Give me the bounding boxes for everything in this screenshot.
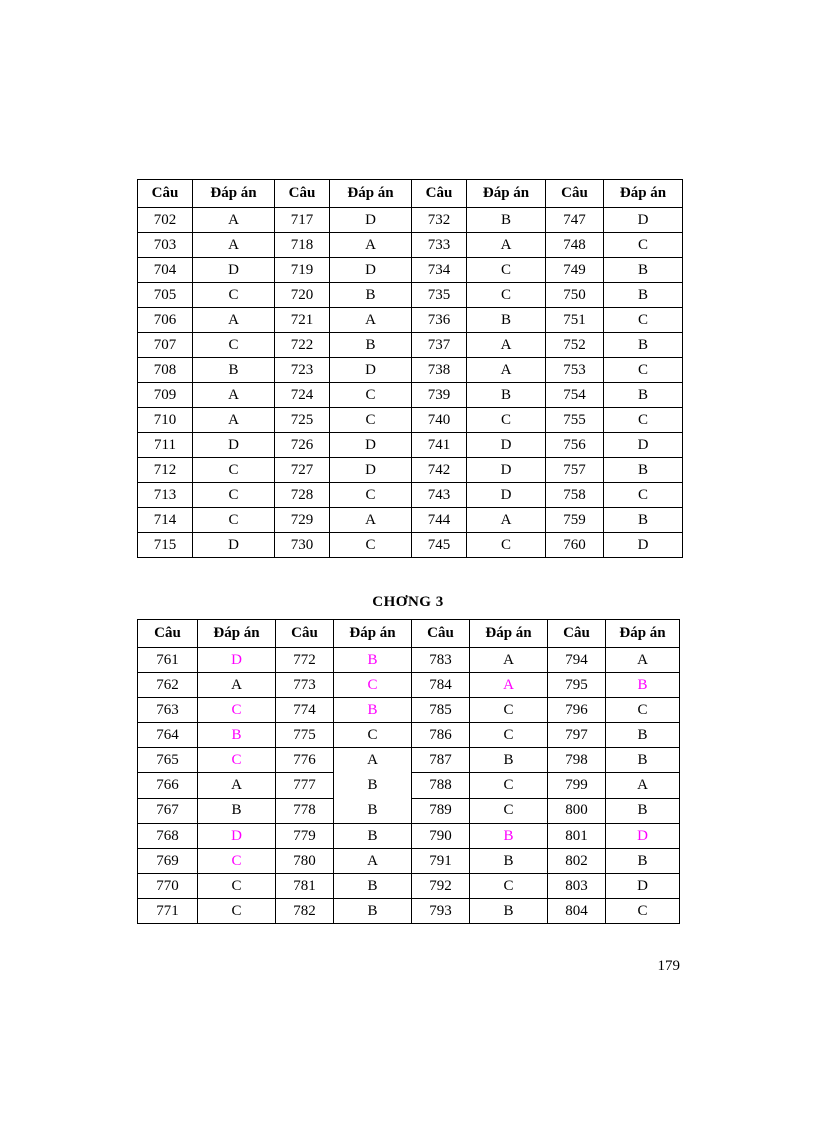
question-number: 745 [412, 533, 467, 558]
answer-cell: B [604, 283, 683, 308]
column-header: Đáp án [334, 620, 412, 648]
answer-cell: C [470, 874, 548, 899]
question-number: 708 [138, 358, 193, 383]
question-number: 792 [412, 874, 470, 899]
answer-cell: B [606, 673, 680, 698]
answer-cell: C [604, 308, 683, 333]
question-number: 714 [138, 508, 193, 533]
column-header: Câu [412, 180, 467, 208]
answer-cell: C [604, 358, 683, 383]
answer-cell: C [330, 408, 412, 433]
question-number: 710 [138, 408, 193, 433]
question-number: 781 [276, 874, 334, 899]
answer-cell: B [604, 508, 683, 533]
table-row [138, 899, 680, 924]
question-number: 739 [412, 383, 467, 408]
answer-cell: D [606, 824, 680, 849]
question-number: 795 [548, 673, 606, 698]
question-number: 782 [276, 899, 334, 924]
answer-cell: C [193, 333, 275, 358]
answer-cell: A [470, 673, 548, 698]
answer-cell: D [193, 258, 275, 283]
question-number: 703 [138, 233, 193, 258]
question-number: 709 [138, 383, 193, 408]
question-number: 725 [275, 408, 330, 433]
question-number: 764 [138, 723, 198, 748]
question-number: 776 [276, 748, 334, 773]
question-number: 785 [412, 698, 470, 723]
question-number: 788 [412, 773, 470, 798]
question-number: 767 [138, 798, 198, 823]
column-header: Đáp án [193, 180, 275, 208]
answer-cell: D [330, 258, 412, 283]
answer-cell: D [330, 433, 412, 458]
question-number: 741 [412, 433, 467, 458]
question-number: 790 [412, 824, 470, 849]
table-row [138, 358, 683, 383]
answer-cell: C [193, 283, 275, 308]
column-header: Câu [546, 180, 604, 208]
column-header: Đáp án [198, 620, 276, 648]
question-number: 804 [548, 899, 606, 924]
answer-cell: B [330, 333, 412, 358]
table-row [138, 333, 683, 358]
answer-cell: C [604, 233, 683, 258]
table-row [138, 648, 680, 673]
question-number: 742 [412, 458, 467, 483]
question-number: 783 [412, 648, 470, 673]
question-number: 787 [412, 748, 470, 773]
question-number: 733 [412, 233, 467, 258]
question-number: 720 [275, 283, 330, 308]
question-number: 801 [548, 824, 606, 849]
table-row [138, 824, 680, 849]
answer-cell: B [198, 723, 276, 748]
answer-cell: B [467, 208, 546, 233]
table-row [138, 283, 683, 308]
answer-cell: C [198, 849, 276, 874]
answer-cell: A [193, 233, 275, 258]
question-number: 762 [138, 673, 198, 698]
table-row [138, 874, 680, 899]
question-number: 802 [548, 849, 606, 874]
question-number: 744 [412, 508, 467, 533]
answer-cell: B [606, 748, 680, 773]
answer-cell: A [330, 308, 412, 333]
table-row [138, 723, 680, 748]
answer-cell: B [606, 723, 680, 748]
question-number: 768 [138, 824, 198, 849]
answer-cell: A [330, 508, 412, 533]
question-number: 773 [276, 673, 334, 698]
answer-cell: D [604, 433, 683, 458]
question-number: 779 [276, 824, 334, 849]
question-number: 752 [546, 333, 604, 358]
answer-cell: A [330, 233, 412, 258]
question-number: 727 [275, 458, 330, 483]
answer-cell: C [604, 483, 683, 508]
question-number: 769 [138, 849, 198, 874]
question-number: 729 [275, 508, 330, 533]
answer-cell: D [198, 648, 276, 673]
question-number: 759 [546, 508, 604, 533]
answer-cell: C [470, 773, 548, 798]
answer-cell: B [334, 648, 412, 673]
answer-cell: A [198, 773, 276, 798]
answer-cell: D [604, 533, 683, 558]
question-number: 740 [412, 408, 467, 433]
question-number: 749 [546, 258, 604, 283]
question-number: 707 [138, 333, 193, 358]
question-number: 730 [275, 533, 330, 558]
question-number: 712 [138, 458, 193, 483]
answer-cell: B [470, 899, 548, 924]
table-row [138, 408, 683, 433]
table-row [138, 673, 680, 698]
answer-cell: D [467, 433, 546, 458]
answer-cell: C [467, 258, 546, 283]
column-header: Đáp án [604, 180, 683, 208]
answer-cell: B [334, 874, 412, 899]
chapter-heading: CHƠNG 3 [372, 594, 444, 610]
question-number: 719 [275, 258, 330, 283]
question-number: 778 [276, 798, 334, 823]
question-number: 794 [548, 648, 606, 673]
answer-cell: A [606, 648, 680, 673]
answer-cell: C [330, 533, 412, 558]
column-header: Câu [412, 620, 470, 648]
answer-table-1 [137, 179, 683, 558]
question-number: 775 [276, 723, 334, 748]
page-number: 179 [657, 958, 680, 974]
question-number: 713 [138, 483, 193, 508]
answer-cell: B [470, 748, 548, 773]
table-row [138, 458, 683, 483]
question-number: 704 [138, 258, 193, 283]
answer-cell: A [193, 408, 275, 433]
answer-cell: D [604, 208, 683, 233]
question-number: 751 [546, 308, 604, 333]
question-number: 758 [546, 483, 604, 508]
answer-cell: B [604, 258, 683, 283]
question-number: 771 [138, 899, 198, 924]
question-number: 736 [412, 308, 467, 333]
answer-cell: A [467, 358, 546, 383]
answer-cell: B [470, 849, 548, 874]
answer-cell: C [334, 723, 412, 748]
answer-cell: D [606, 874, 680, 899]
column-header: Câu [275, 180, 330, 208]
table-row [138, 208, 683, 233]
answer-cell: A [467, 233, 546, 258]
answer-cell: A [193, 383, 275, 408]
question-number: 702 [138, 208, 193, 233]
question-number: 754 [546, 383, 604, 408]
answer-cell: C [470, 698, 548, 723]
answer-cell: C [606, 899, 680, 924]
answer-cell: A [193, 308, 275, 333]
question-number: 728 [275, 483, 330, 508]
table-row [138, 508, 683, 533]
table-row [138, 308, 683, 333]
question-number: 780 [276, 849, 334, 874]
answer-cell: D [193, 533, 275, 558]
question-number: 718 [275, 233, 330, 258]
question-number: 747 [546, 208, 604, 233]
question-number: 798 [548, 748, 606, 773]
answer-cell: A [193, 208, 275, 233]
answer-cell: C [467, 408, 546, 433]
question-number: 757 [546, 458, 604, 483]
question-number: 726 [275, 433, 330, 458]
answer-cell: C [193, 483, 275, 508]
question-number: 743 [412, 483, 467, 508]
question-number: 753 [546, 358, 604, 383]
column-header: Câu [138, 180, 193, 208]
question-number: 774 [276, 698, 334, 723]
answer-cell: B [604, 458, 683, 483]
question-number: 723 [275, 358, 330, 383]
table-row [138, 849, 680, 874]
question-number: 734 [412, 258, 467, 283]
answer-cell: C [198, 698, 276, 723]
answer-cell: D [330, 358, 412, 383]
answer-cell: B [604, 383, 683, 408]
question-number: 803 [548, 874, 606, 899]
answer-cell: C [198, 899, 276, 924]
column-header: Đáp án [330, 180, 412, 208]
column-header: Đáp án [467, 180, 546, 208]
question-number: 786 [412, 723, 470, 748]
answer-cell: C [467, 283, 546, 308]
table-row [138, 258, 683, 283]
question-number: 797 [548, 723, 606, 748]
answer-cell: B [193, 358, 275, 383]
answer-cell: B [198, 798, 276, 823]
question-number: 772 [276, 648, 334, 673]
answer-cell: A [467, 508, 546, 533]
question-number: 724 [275, 383, 330, 408]
question-number: 777 [276, 773, 334, 798]
question-number: 784 [412, 673, 470, 698]
answer-cell: B [606, 798, 680, 823]
answer-cell: D [330, 458, 412, 483]
answer-cell [334, 748, 412, 824]
answer-cell: D [330, 208, 412, 233]
question-number: 765 [138, 748, 198, 773]
question-number: 796 [548, 698, 606, 723]
question-number: 732 [412, 208, 467, 233]
answer-cell: C [193, 458, 275, 483]
column-header: Câu [548, 620, 606, 648]
answer-cell: C [198, 874, 276, 899]
question-number: 789 [412, 798, 470, 823]
question-number: 715 [138, 533, 193, 558]
question-number: 738 [412, 358, 467, 383]
answer-cell: C [467, 533, 546, 558]
answer-cell: C [606, 698, 680, 723]
answer-cell: A [606, 773, 680, 798]
answer-cell: A [467, 333, 546, 358]
answer-cell: C [330, 383, 412, 408]
answer-cell: B [330, 283, 412, 308]
question-number: 761 [138, 648, 198, 673]
table-header-row [138, 180, 683, 208]
answer-cell: B [467, 383, 546, 408]
table-row [138, 748, 680, 773]
question-number: 791 [412, 849, 470, 874]
answer-cell: B [470, 824, 548, 849]
answer-cell: A [334, 849, 412, 874]
question-number: 748 [546, 233, 604, 258]
table-row [138, 383, 683, 408]
table-row [138, 233, 683, 258]
question-number: 735 [412, 283, 467, 308]
answer-cell: B [334, 899, 412, 924]
column-header: Đáp án [470, 620, 548, 648]
question-number: 717 [275, 208, 330, 233]
answer-cell: C [193, 508, 275, 533]
answer-cell: B [467, 308, 546, 333]
answer-cell: C [604, 408, 683, 433]
answer-cell: B [606, 849, 680, 874]
answer-cell: D [193, 433, 275, 458]
question-number: 766 [138, 773, 198, 798]
question-number: 721 [275, 308, 330, 333]
answer-cell: D [198, 824, 276, 849]
answer-cell: B [334, 698, 412, 723]
answer-cell: C [334, 673, 412, 698]
answer-cell: C [470, 723, 548, 748]
answer-cell: D [467, 483, 546, 508]
answer-cell: C [198, 748, 276, 773]
column-header: Đáp án [606, 620, 680, 648]
answer-value: B [367, 802, 378, 818]
answer-cell: C [330, 483, 412, 508]
answer-cell: B [604, 333, 683, 358]
question-number: 705 [138, 283, 193, 308]
question-number: 755 [546, 408, 604, 433]
question-number: 763 [138, 698, 198, 723]
question-number: 737 [412, 333, 467, 358]
table-header-row [138, 620, 680, 648]
answer-value: A [367, 752, 378, 768]
answer-table-2 [137, 619, 680, 924]
question-number: 799 [548, 773, 606, 798]
table-row [138, 433, 683, 458]
answer-cell: B [334, 824, 412, 849]
question-number: 793 [412, 899, 470, 924]
question-number: 722 [275, 333, 330, 358]
question-number: 760 [546, 533, 604, 558]
question-number: 750 [546, 283, 604, 308]
question-number: 706 [138, 308, 193, 333]
question-number: 800 [548, 798, 606, 823]
column-header: Câu [276, 620, 334, 648]
question-number: 756 [546, 433, 604, 458]
question-number: 770 [138, 874, 198, 899]
answer-cell: A [198, 673, 276, 698]
table-row [138, 533, 683, 558]
answer-cell: C [470, 798, 548, 823]
table-row [138, 698, 680, 723]
question-number: 711 [138, 433, 193, 458]
answer-cell: D [467, 458, 546, 483]
column-header: Câu [138, 620, 198, 648]
answer-value: B [367, 777, 378, 793]
table-row [138, 483, 683, 508]
answer-cell: A [470, 648, 548, 673]
